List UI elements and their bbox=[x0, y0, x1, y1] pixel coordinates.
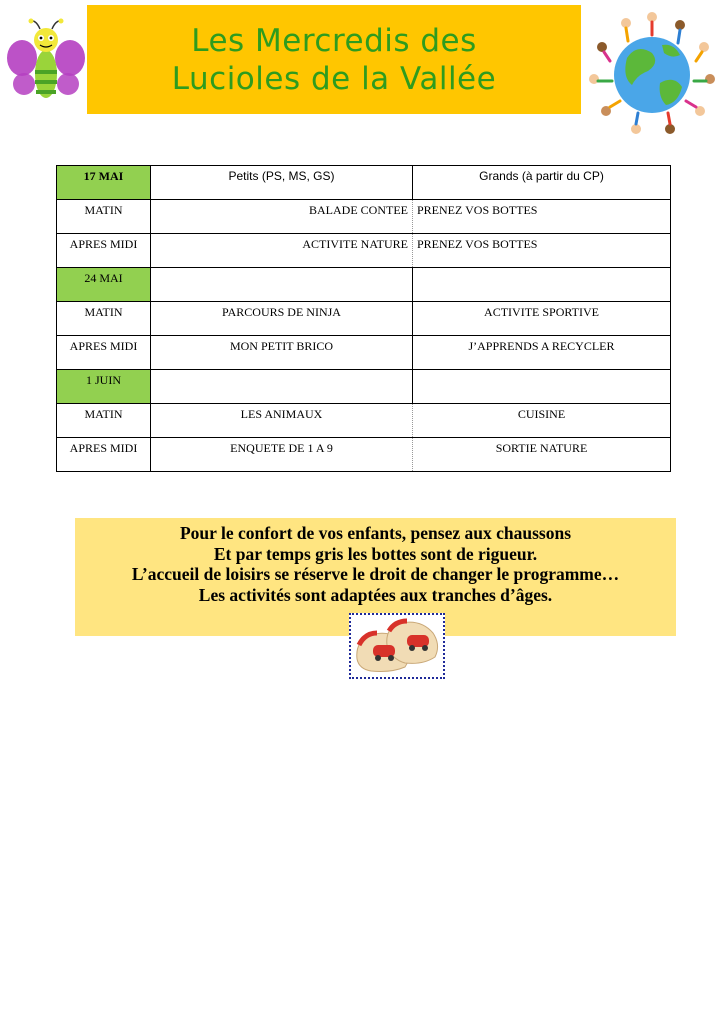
activity-petits: MON PETIT BRICO bbox=[151, 336, 413, 370]
empty-cell bbox=[151, 370, 413, 404]
notice-line: Les activités sont adaptées aux tranches d’âges. bbox=[198, 584, 553, 605]
table-row bbox=[57, 302, 671, 336]
activity-grands: CUISINE bbox=[413, 404, 671, 438]
title-line-2: Lucioles de la Vallée bbox=[171, 60, 497, 97]
activity-petits: ENQUETE DE 1 A 9 bbox=[151, 438, 413, 472]
notice-line: Et par temps gris les bottes sont de rigueur. bbox=[213, 543, 538, 564]
activity-grands: PRENEZ VOS BOTTES bbox=[413, 200, 671, 234]
header-grands: Grands (à partir du CP) bbox=[413, 166, 671, 200]
table-row bbox=[57, 166, 671, 200]
slot-label: APRES MIDI bbox=[57, 336, 151, 370]
slot-label: APRES MIDI bbox=[57, 438, 151, 472]
table-row bbox=[57, 404, 671, 438]
table-row bbox=[57, 234, 671, 268]
schedule-table bbox=[56, 165, 671, 472]
table-row bbox=[57, 268, 671, 302]
slot-label: MATIN bbox=[57, 302, 151, 336]
table-row bbox=[57, 438, 671, 472]
notice-line: Pour le confort de vos enfants, pensez aux chaussons bbox=[179, 523, 571, 543]
activity-grands: J’APPRENDS A RECYCLER bbox=[413, 336, 671, 370]
title-line-1: Les Mercredis des bbox=[191, 22, 477, 59]
date-cell: 24 MAI bbox=[57, 268, 151, 302]
activity-grands: PRENEZ VOS BOTTES bbox=[413, 234, 671, 268]
table-row bbox=[57, 200, 671, 234]
activity-grands: SORTIE NATURE bbox=[413, 438, 671, 472]
date-cell: 1 JUIN bbox=[57, 370, 151, 404]
empty-cell bbox=[151, 268, 413, 302]
slot-label: APRES MIDI bbox=[57, 234, 151, 268]
slot-label: MATIN bbox=[57, 200, 151, 234]
table-row bbox=[57, 370, 671, 404]
table-row bbox=[57, 336, 671, 370]
activity-petits: BALADE CONTEE bbox=[151, 200, 413, 234]
activity-grands: ACTIVITE SPORTIVE bbox=[413, 302, 671, 336]
children-globe-logo bbox=[582, 3, 722, 139]
slippers-image bbox=[349, 613, 445, 679]
notice-line: L’accueil de loisirs se réserve le droit de changer le programme… bbox=[131, 564, 620, 584]
slot-label: MATIN bbox=[57, 404, 151, 438]
header-petits: Petits (PS, MS, GS) bbox=[151, 166, 413, 200]
firefly-logo bbox=[6, 18, 86, 104]
empty-cell bbox=[413, 370, 671, 404]
empty-cell bbox=[413, 268, 671, 302]
title-banner bbox=[87, 5, 581, 114]
activity-petits: ACTIVITE NATURE bbox=[151, 234, 413, 268]
activity-petits: LES ANIMAUX bbox=[151, 404, 413, 438]
date-cell: 17 MAI bbox=[57, 166, 151, 200]
activity-petits: PARCOURS DE NINJA bbox=[151, 302, 413, 336]
